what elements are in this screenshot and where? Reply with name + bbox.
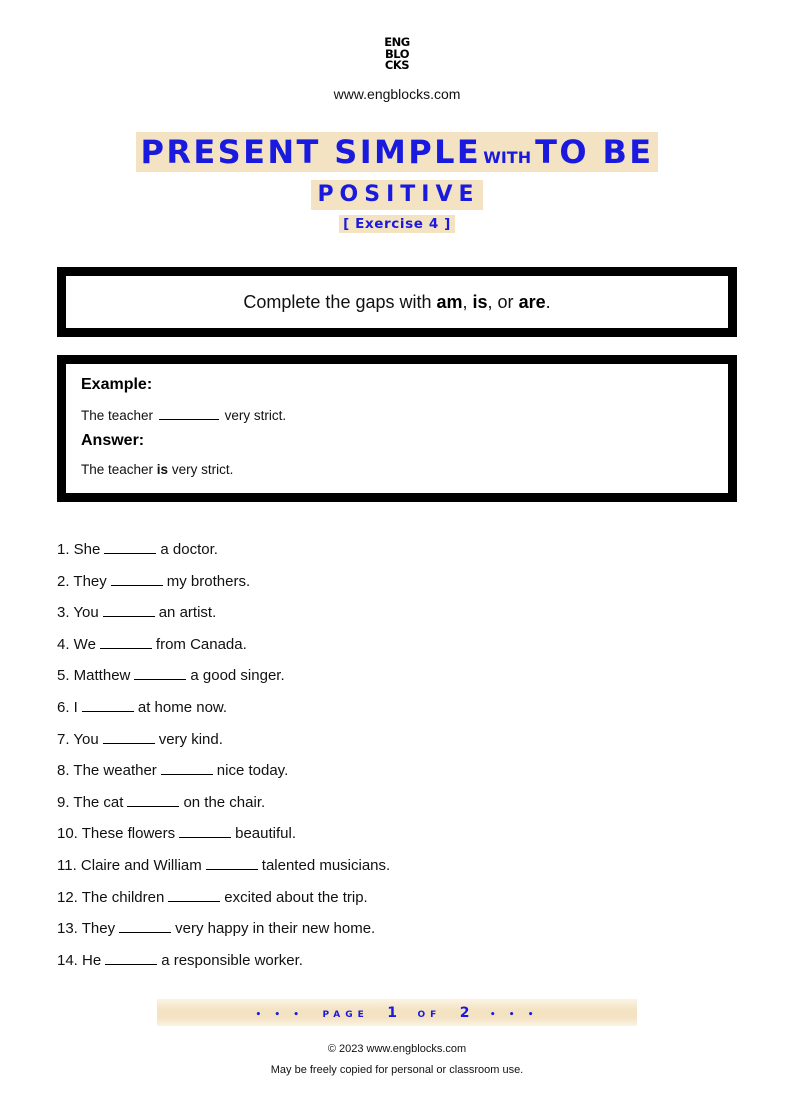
question-item bbox=[57, 664, 390, 696]
question-suffix: talented musicians. bbox=[261, 856, 391, 874]
answer-gap[interactable] bbox=[161, 760, 213, 775]
license-note: May be freely copied for personal or classroom use. bbox=[270, 1064, 524, 1076]
instruction-sep: , bbox=[462, 292, 473, 312]
answer-gap[interactable] bbox=[105, 950, 157, 965]
answer-gap[interactable] bbox=[206, 855, 258, 870]
example-box bbox=[57, 355, 737, 502]
answer-gap[interactable] bbox=[168, 887, 220, 902]
instruction-suffix: . bbox=[545, 292, 551, 312]
question-prefix: 2. They bbox=[57, 572, 107, 590]
example-after: very strict. bbox=[224, 408, 287, 423]
answer-gap[interactable] bbox=[179, 823, 231, 838]
page-indicator bbox=[157, 999, 637, 1026]
answer-gap[interactable] bbox=[100, 634, 152, 649]
question-item bbox=[57, 601, 390, 633]
question-suffix: at home now. bbox=[137, 698, 228, 716]
question-prefix: 14. He bbox=[57, 951, 102, 969]
current-page: 1 bbox=[387, 1005, 399, 1021]
answer-gap[interactable] bbox=[103, 602, 155, 617]
question-suffix: excited about the trip. bbox=[224, 888, 368, 906]
question-suffix: an artist. bbox=[158, 604, 217, 622]
question-item bbox=[57, 696, 390, 728]
page-word: PAGE bbox=[322, 1010, 369, 1020]
subtitle-row bbox=[0, 180, 794, 210]
instruction-word-am: am bbox=[436, 292, 463, 312]
question-prefix: 8. The weather bbox=[57, 762, 157, 780]
question-item bbox=[57, 822, 390, 854]
question-prefix: 9. The cat bbox=[57, 793, 124, 811]
answer-gap[interactable] bbox=[104, 539, 156, 554]
question-prefix: 10. These flowers bbox=[57, 825, 176, 843]
question-prefix: 4. We bbox=[57, 635, 96, 653]
copyright: © 2023 www.engblocks.com bbox=[327, 1043, 467, 1055]
answer-gap[interactable] bbox=[103, 729, 155, 744]
exercise-label: [ Exercise 4 ] bbox=[339, 215, 455, 233]
logo-line: BLO bbox=[385, 46, 409, 61]
example-before: The teacher bbox=[81, 408, 154, 423]
title-part-1: PRESENT SIMPLE bbox=[140, 133, 482, 171]
answer-gap[interactable] bbox=[119, 918, 171, 933]
answer-gap[interactable] bbox=[134, 665, 186, 680]
logo-line: CKS bbox=[384, 58, 410, 72]
logo-line: ENG bbox=[384, 35, 410, 49]
answer-gap[interactable] bbox=[127, 792, 179, 807]
question-prefix: 7. You bbox=[57, 730, 99, 748]
example-label: Example: bbox=[81, 376, 153, 393]
question-suffix: a responsible worker. bbox=[161, 951, 303, 969]
question-prefix: 11. Claire and William bbox=[57, 856, 202, 874]
question-suffix: my brothers. bbox=[166, 572, 251, 590]
question-item bbox=[57, 949, 390, 981]
total-pages: 2 bbox=[459, 1005, 472, 1021]
question-item bbox=[57, 917, 390, 949]
instruction-box bbox=[57, 267, 737, 337]
subtitle: POSITIVE bbox=[311, 180, 482, 210]
question-suffix: from Canada. bbox=[155, 635, 247, 653]
of-word: OF bbox=[417, 1010, 442, 1020]
question-suffix: beautiful. bbox=[235, 825, 297, 843]
instruction-word-is: is bbox=[472, 292, 488, 312]
page-title bbox=[0, 132, 794, 172]
pagination-dots: • • • bbox=[255, 1010, 305, 1020]
question-prefix: 3. You bbox=[57, 604, 99, 622]
title-highlight bbox=[136, 132, 657, 172]
answer-before: The teacher bbox=[81, 462, 157, 477]
instruction-word-are: are bbox=[518, 292, 546, 312]
question-suffix: a good singer. bbox=[190, 667, 285, 685]
question-item bbox=[57, 728, 390, 760]
question-item bbox=[57, 854, 390, 886]
question-suffix: a doctor. bbox=[160, 541, 218, 558]
site-url: www.engblocks.com bbox=[333, 86, 461, 102]
example-gap bbox=[159, 407, 219, 420]
example-sentence bbox=[81, 407, 286, 423]
answer-after: very strict. bbox=[168, 462, 234, 477]
question-prefix: 5. Matthew bbox=[57, 667, 131, 685]
answer-word: is bbox=[156, 462, 169, 477]
question-list bbox=[57, 538, 390, 980]
title-part-2: TO BE bbox=[535, 133, 654, 171]
answer-sentence bbox=[81, 462, 233, 477]
question-item bbox=[57, 538, 390, 570]
question-prefix: 13. They bbox=[57, 920, 116, 938]
question-suffix: nice today. bbox=[216, 762, 289, 780]
exercise-row bbox=[0, 215, 794, 233]
title-connector: WITH bbox=[483, 148, 532, 167]
answer-gap[interactable] bbox=[111, 571, 163, 586]
question-item bbox=[57, 759, 390, 791]
question-item bbox=[57, 570, 390, 602]
instruction-sep: , or bbox=[487, 292, 519, 312]
pagination-dots: • • • bbox=[489, 1010, 539, 1020]
answer-label: Answer: bbox=[81, 432, 145, 449]
question-suffix: on the chair. bbox=[183, 793, 266, 811]
question-prefix: 6. I bbox=[57, 698, 78, 716]
question-prefix: 12. The children bbox=[57, 888, 165, 906]
instruction-prefix: Complete the gaps with bbox=[243, 292, 437, 312]
question-prefix: 1. She bbox=[57, 541, 101, 558]
question-item bbox=[57, 791, 390, 823]
engblocks-logo bbox=[0, 37, 794, 72]
question-suffix: very happy in their new home. bbox=[175, 920, 376, 938]
answer-gap[interactable] bbox=[82, 697, 134, 712]
question-item bbox=[57, 886, 390, 918]
question-item bbox=[57, 633, 390, 665]
question-suffix: very kind. bbox=[158, 730, 223, 748]
